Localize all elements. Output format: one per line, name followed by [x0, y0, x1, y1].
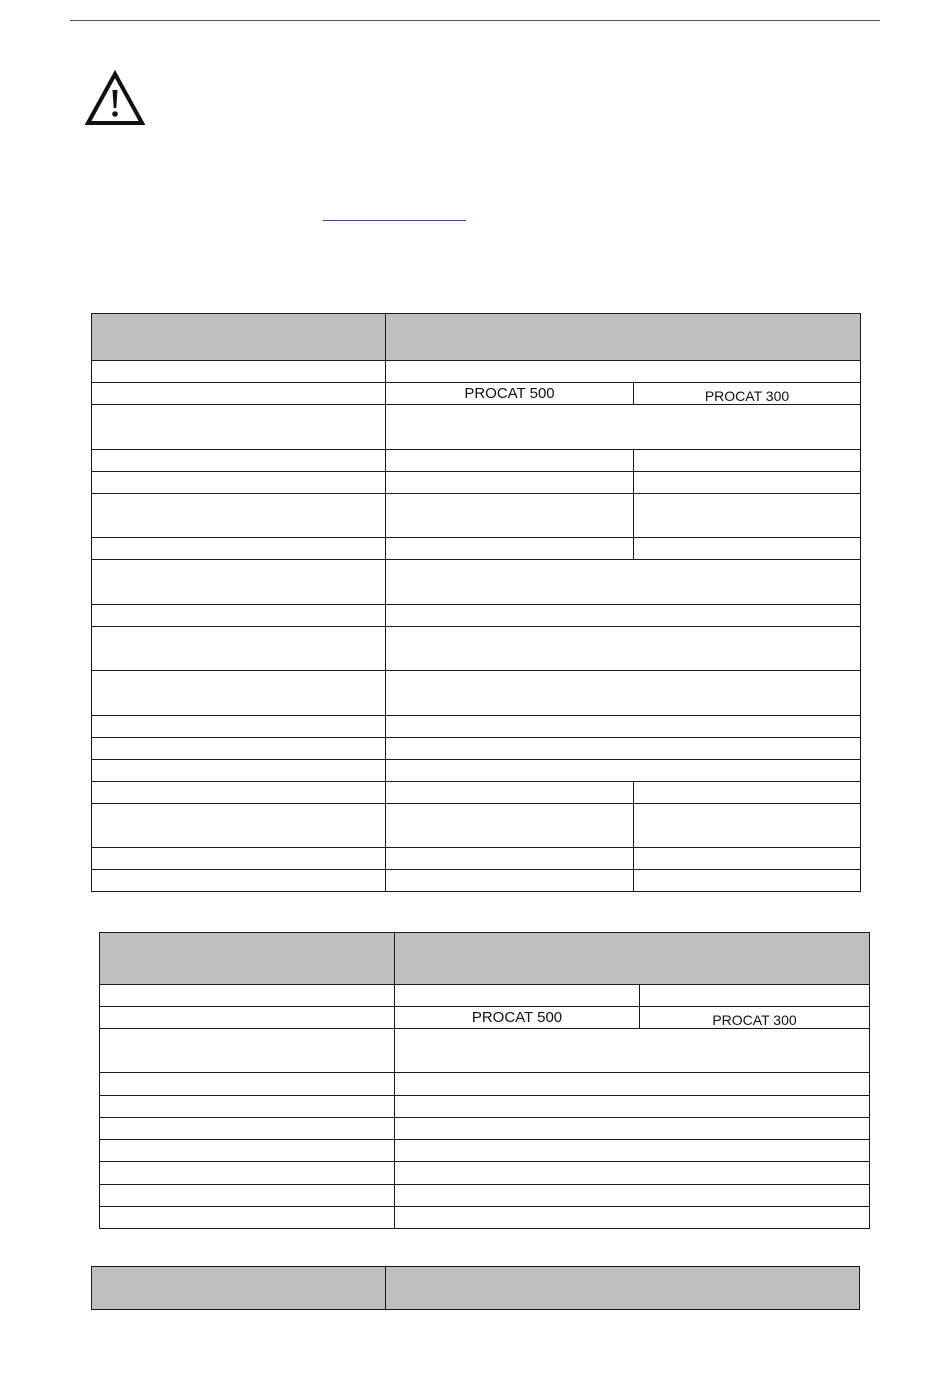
table-row: [92, 671, 861, 716]
table-row: [100, 1162, 870, 1185]
table-row: [92, 450, 861, 472]
table-header-cell: [92, 314, 386, 361]
table-header-row: [92, 1267, 860, 1310]
table-row: [92, 605, 861, 627]
table-row: [100, 1096, 870, 1118]
model-cell-procat-500: [395, 1007, 640, 1029]
model-cell-procat-300: [634, 383, 861, 405]
table-row: [92, 472, 861, 494]
spec-table-1: [91, 313, 861, 892]
table-header-cell: [100, 933, 395, 985]
model-label: PROCAT 300: [704, 387, 790, 404]
table-row: [92, 738, 861, 760]
model-row: [100, 1007, 870, 1029]
table-header-cell: [92, 1267, 386, 1310]
model-row: [92, 383, 861, 405]
table-header-row: [100, 933, 870, 985]
spec-table-3: [91, 1266, 860, 1310]
table-header-cell: [395, 933, 870, 985]
table-row: [100, 985, 870, 1007]
table-row: [92, 782, 861, 804]
model-cell-procat-300: [640, 1007, 870, 1029]
table-row: [92, 560, 861, 605]
table-header-cell: [386, 314, 861, 361]
table-row: [92, 870, 861, 892]
table-row: [92, 494, 861, 538]
model-cell-procat-500: [386, 383, 634, 405]
table-row: [100, 1118, 870, 1140]
table-row: [100, 1073, 870, 1096]
model-label: PROCAT 500: [464, 385, 555, 402]
header-rule: [70, 20, 880, 21]
table-row: [92, 716, 861, 738]
table-row: [92, 405, 861, 450]
hyperlink-underline[interactable]: [323, 220, 466, 221]
table-row: [100, 1185, 870, 1207]
model-label: PROCAT 500: [471, 1009, 563, 1026]
model-label: PROCAT 300: [712, 1011, 797, 1028]
spec-table-2: [99, 932, 870, 1229]
table-row: [92, 760, 861, 782]
table-row: [100, 1029, 870, 1073]
table-row: [92, 538, 861, 560]
table-header-cell: [386, 1267, 860, 1310]
table-row: [100, 1140, 870, 1162]
table-row: [92, 627, 861, 671]
warning-triangle-icon: [85, 70, 145, 126]
table-row: [92, 361, 861, 383]
table-row: [100, 1207, 870, 1229]
table-header-row: [92, 314, 861, 361]
table-row: [92, 848, 861, 870]
table-row: [92, 804, 861, 848]
